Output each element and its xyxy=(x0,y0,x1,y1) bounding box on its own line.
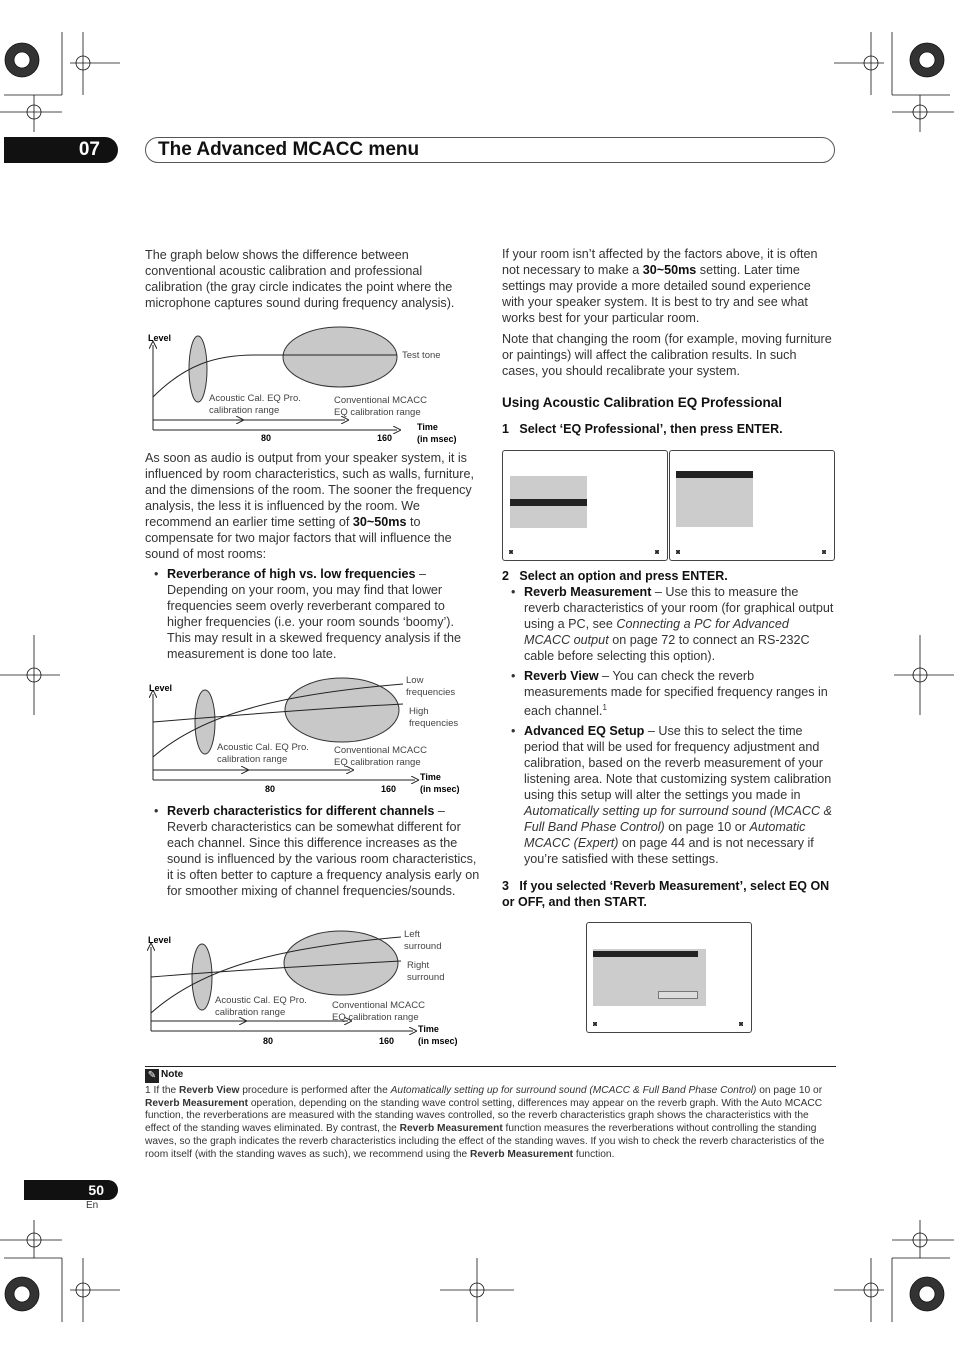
right-surround-label-2: surround xyxy=(407,972,445,983)
menu-highlight xyxy=(510,499,587,506)
list-item: • Advanced EQ Setup – Use this to select the time period that will be used for frequency adjustment and calibration, based on the reverb measurement of your listening area. Note that customizing system calibration using this setup will alter the settings you made in Automatically setting up for surround sound (MCACC & Full Band Phase Control) on page 10 or Automatic MCACC (Expert) on page 44 and is not necessary if you’re satisfied with these settings. xyxy=(511,724,832,867)
factor-list-1 xyxy=(145,566,481,662)
conventional-label-1: Conventional MCACC xyxy=(334,395,427,406)
graph-test-tone xyxy=(145,325,485,447)
level-label: Level xyxy=(148,333,172,343)
left-surround-label-2: surround xyxy=(404,941,442,952)
time-unit-label: (in msec) xyxy=(418,1036,458,1046)
conventional-label-1: Conventional MCACC xyxy=(332,1000,425,1011)
return-icon: ◙ xyxy=(509,549,514,556)
language-code: En xyxy=(86,1200,99,1211)
conventional-label-2: EQ calibration range xyxy=(332,1012,419,1023)
enter-icon: ◙ xyxy=(655,549,660,556)
start-button[interactable] xyxy=(658,991,698,999)
enter-icon: ◙ xyxy=(739,1021,744,1028)
osd-screen-menu xyxy=(502,450,668,561)
list-item: • Reverb Measurement – Use this to measure the reverb characteristics of your room (for graphical output using a PC, see Connecting a PC for Advanced MCACC output on page 72 to connect an RS-232C cable before selecting this option). xyxy=(511,585,834,663)
left-surround-label-1: Left xyxy=(404,929,420,940)
acoustic-label-2: calibration range xyxy=(215,1007,286,1018)
return-icon: ◙ xyxy=(676,549,681,556)
room-influence-paragraph: As soon as audio is output from your speaker system, it is influenced by room characteristics, such as walls, furniture, and the dimensions of the room. The sooner the frequency analysis, the less it is influenced by the room. We recommend an earlier time setting of 30~50ms to compensate for two major factors that will influence the sound of most rooms: xyxy=(145,451,474,561)
list-item: • Reverb characteristics for different channels – Reverb characteristics can be somewhat different for each channel. Since this difference increases as the sound is influenced by the various room characteristics, it is often better to capture a frequency analysis early on for smoother mixing of channel frequencies/sounds. xyxy=(154,804,480,898)
page-title: The Advanced MCACC menu xyxy=(158,139,420,160)
acoustic-label-2: calibration range xyxy=(217,754,288,765)
return-icon: ◙ xyxy=(593,1021,598,1028)
tick-80: 80 xyxy=(263,1036,274,1046)
tick-80: 80 xyxy=(261,433,272,443)
right-surround-label-1: Right xyxy=(407,960,430,971)
option-list xyxy=(502,584,836,867)
step-3: 3 If you selected ‘Reverb Measurement’, select EQ ON or OFF, and then START. xyxy=(502,879,830,909)
note-label: Note xyxy=(161,1069,184,1080)
chapter-number: 07 xyxy=(4,137,118,163)
submenu-highlight xyxy=(676,471,753,478)
acoustic-label-2: calibration range xyxy=(209,405,280,416)
conventional-label-1: Conventional MCACC xyxy=(334,745,427,756)
conventional-label-2: EQ calibration range xyxy=(334,757,421,768)
intro-paragraph: The graph below shows the difference between conventional acoustic calibration and professional calibration (the gray circle indicates the point where the microphone captures sound during frequency analysis). xyxy=(145,248,455,310)
conventional-label-2: EQ calibration range xyxy=(334,407,421,418)
recalibrate-paragraph: Note that changing the room (for example, moving furniture or paintings) will affect the calibration results. In such cases, you should recalibrate your system. xyxy=(502,332,832,378)
enter-icon: ◙ xyxy=(822,549,827,556)
high-freq-label-2: frequencies xyxy=(409,718,459,729)
tick-80: 80 xyxy=(265,784,276,794)
graph-surround xyxy=(145,925,485,1051)
high-freq-label-1: High xyxy=(409,706,429,717)
step-2: 2 Select an option and press ENTER. xyxy=(502,569,728,583)
section-heading: Using Acoustic Calibration EQ Professional xyxy=(502,395,783,410)
tick-160: 160 xyxy=(377,433,393,443)
later-settings-paragraph: If your room isn’t affected by the factors above, it is often not necessary to make a 30~50ms setting. Later time settings may provide a more detailed sound experience with your speaker system. It is best to try and see what works best for your particular room. xyxy=(502,247,818,325)
low-freq-label-2: frequencies xyxy=(406,687,456,698)
tick-160: 160 xyxy=(381,784,397,794)
osd-screen-reverb xyxy=(586,922,752,1033)
graph-frequencies xyxy=(145,672,485,798)
time-label: Time xyxy=(417,422,438,432)
submenu-panel xyxy=(676,471,753,527)
time-label: Time xyxy=(418,1024,439,1034)
note-text: 1 If the Reverb View procedure is performed after the Automatically setting up for surround sound (MCACC & Full Band Phase Control) on page 10 or Reverb Measurement operation, depending on the standing wave control setting, differences may appear on the reverb graph. With the Auto MCACC function, the reverberations are measured with the standing waves controlled, so the reverb characteristics graph shows the characteristics with the effect of the standing waves eliminated. By contrast, the Reverb Measurement function measures the reverberations without controlling the standing waves, so the graph indicates the reverb characteristics including the effect of the standing waves. If you wish to check the reverb characteristics of the room itself (with the standing waves as such), we recommend using the Reverb Measurement function. xyxy=(145,1085,825,1160)
osd-screen-submenu xyxy=(669,450,835,561)
test-tone-label: Test tone xyxy=(402,350,441,361)
time-label: Time xyxy=(420,772,441,782)
note-icon: ✎ xyxy=(145,1069,159,1083)
tick-160: 160 xyxy=(379,1036,395,1046)
acoustic-label-1: Acoustic Cal. EQ Pro. xyxy=(209,393,301,404)
acoustic-label-1: Acoustic Cal. EQ Pro. xyxy=(215,995,307,1006)
level-label: Level xyxy=(149,683,173,693)
level-label: Level xyxy=(148,935,172,945)
acoustic-label-1: Acoustic Cal. EQ Pro. xyxy=(217,742,309,753)
time-unit-label: (in msec) xyxy=(417,434,457,444)
list-item: • Reverb View – You can check the reverb measurements made for specified frequency ranges in each channel.$^1$ xyxy=(511,669,828,719)
low-freq-label-1: Low xyxy=(406,675,424,686)
factor-list-2 xyxy=(145,803,481,899)
note-divider xyxy=(145,1066,836,1067)
page-number: 50 xyxy=(24,1180,118,1200)
list-item: • Reverberance of high vs. low frequencies – Depending on your room, you may find that lower frequencies seem overly reverberant compared to higher frequencies (i.e. your room sounds ‘boomy’). This may result in a skewed frequency analysis if the measurement is done too late. xyxy=(154,567,461,661)
step-1: 1 Select ‘EQ Professional’, then press ENTER. xyxy=(502,422,783,436)
time-unit-label: (in msec) xyxy=(420,784,460,794)
eq-row-highlight xyxy=(593,951,698,957)
